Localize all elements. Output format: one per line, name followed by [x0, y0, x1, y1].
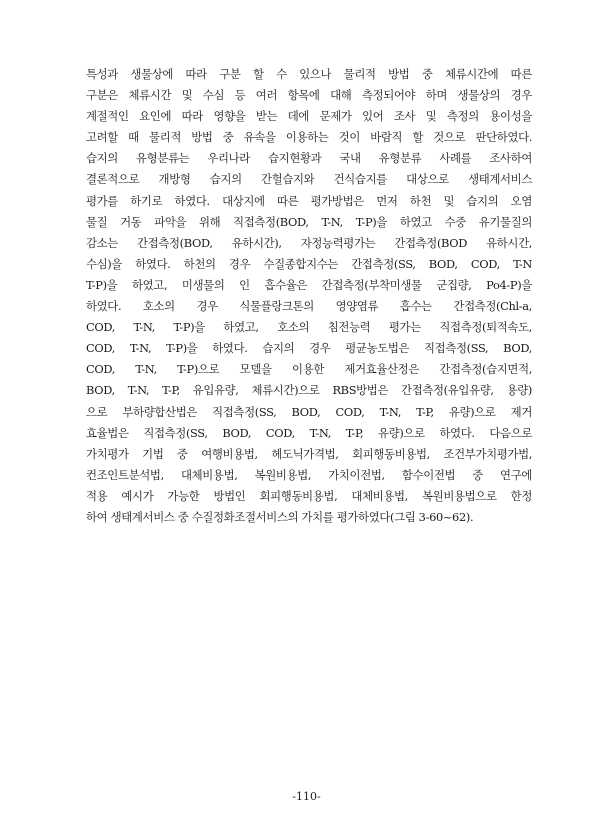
text-line: 컨조인트분석법, 대체비용법, 복원비용법, 가치이전법, 함수이전법 중 연구에 — [86, 467, 532, 482]
text-line: 특성과 생물상에 따라 구분 할 수 있으나 물리적 방법 중 체류시간에 따른 — [86, 67, 532, 81]
text-line: 습지의 유형분류는 우리나라 습지현황과 국내 유형분류 사례를 조사하여 — [86, 151, 532, 166]
text-line: 가치평가 기법 중 여행비용법, 헤도닉가격법, 회피행동비용법, 조건부가치평가법, — [86, 446, 532, 461]
text-line: 효율법은 직접측정(SS, BOD, COD, T-N, T-P, 유량)으로 하였다. 다음으로 — [86, 425, 532, 440]
body-paragraph — [86, 64, 532, 528]
page-number: -110- — [292, 790, 321, 803]
text-line: COD, T-N, T-P)을 하였다. 습지의 경우 평균농도법은 직접측정(SS, BOD, — [86, 341, 532, 356]
text-line: 결론적으로 개방형 습지의 간헐습지와 건식습지를 대상으로 생태계서비스 — [86, 172, 532, 187]
text-line: 적용 예시가 가능한 방법인 회피행동비용법, 대체비용법, 복원비용법으로 한정 — [86, 488, 532, 503]
text-line: BOD, T-N, T-P, 유입유량, 체류시간)으로 RBS방법은 간접측정(유입유량, 용량) — [86, 383, 532, 398]
text-line: 구분은 체류시간 및 수심 등 여러 항목에 대해 측정되어야 하며 생물상의 경우 — [86, 88, 532, 103]
text-line: 감소는 간접측정(BOD, 유하시간), 자정능력평가는 간접측정(BOD 유하시간, — [86, 235, 532, 250]
text-line: 고려할 때 물리적 방법 중 유속을 이용하는 것이 바람직 할 것으로 판단하였다. — [86, 130, 532, 145]
text-line: 하여 생태계서비스 중 수질정화조절서비스의 가치를 평가하였다(그림 3-60~62). — [86, 509, 474, 524]
text-line: 하였다. 호소의 경우 식물플랑크톤의 영양염류 흡수는 간접측정(Chl-a, — [86, 299, 532, 314]
text-line: COD, T-N, T-P)으로 모델을 이용한 제거효율산정은 간접측정(습지면적, — [86, 362, 532, 377]
text-line: T-P)을 하였고, 미생물의 인 흡수율은 간접측정(부착미생물 군집량, Po4-P)을 — [86, 277, 532, 292]
text-line: 평가를 하기로 하였다. 대상지에 따른 평가방법은 먼저 하천 및 습지의 오염 — [86, 193, 532, 208]
text-line: 물질 거동 파악을 위해 직접측정(BOD, T-N, T-P)을 하였고 수중 유기물질의 — [86, 214, 532, 229]
text-line: 수심)을 하였다. 하천의 경우 수질종합지수는 간접측정(SS, BOD, COD, T-N — [86, 256, 532, 271]
text-line: 계절적인 요인에 따라 영향을 받는 데에 문제가 있어 조사 및 측정의 용이성을 — [86, 109, 532, 124]
text-line: 으로 부하량합산법은 직접측정(SS, BOD, COD, T-N, T-P, 유량)으로 제거 — [86, 404, 532, 419]
text-line: COD, T-N, T-P)을 하였고, 호소의 침전능력 평가는 직접측정(퇴적속도, — [86, 320, 532, 335]
